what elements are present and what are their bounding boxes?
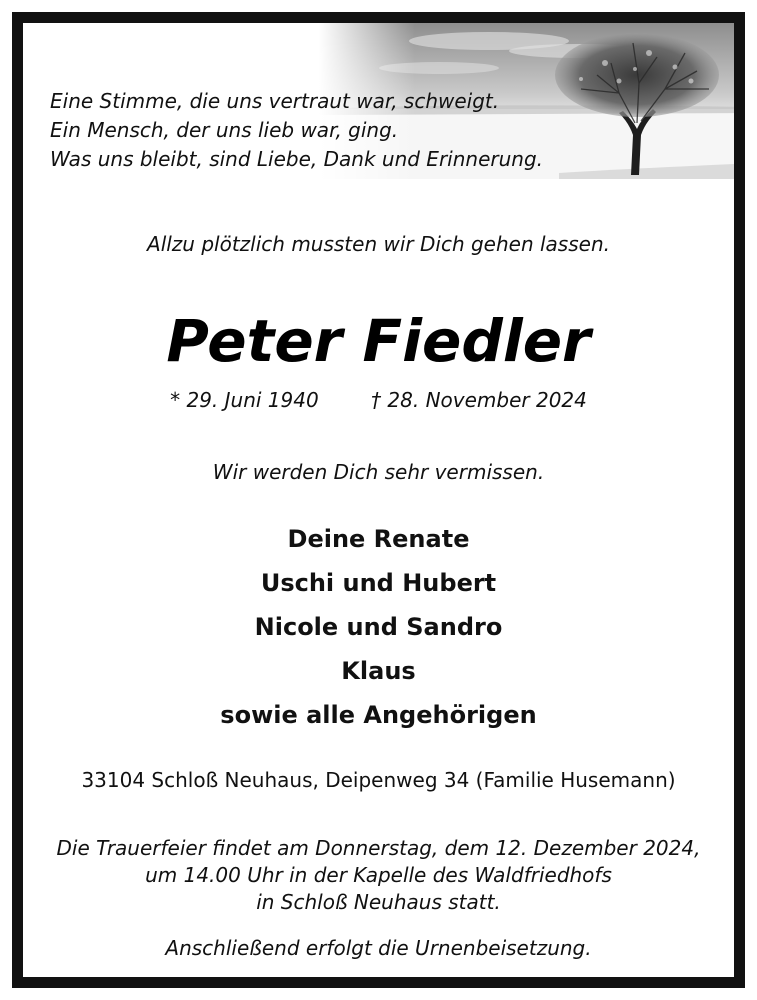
intro-text: Allzu plötzlich mussten wir Dich gehen lassen. [147,232,610,256]
family-member: Nicole und Sandro [254,613,503,641]
family-member: sowie alle Angehörigen [220,701,537,729]
memorial-quote [50,87,590,174]
death-date: † 28. November 2024 [371,388,587,412]
quote-line: Eine Stimme, die uns vertraut war, schweigt. [50,89,500,113]
quote-line: Ein Mensch, der uns lieb war, ging. [50,118,399,142]
funeral-line: in Schloß Neuhaus statt. [256,890,501,914]
funeral-line: Die Trauerfeier findet am Donnerstag, dem 12. Dezember 2024, [56,836,701,860]
family-member: Klaus [341,657,416,685]
funeral-details [23,835,734,916]
farewell-message: Wir werden Dich sehr vermissen. [212,460,545,484]
family-address: 33104 Schloß Neuhaus, Deipenweg 34 (Familie Husemann) [81,768,676,792]
deceased-name: Peter Fiedler [166,307,591,375]
life-dates [23,387,734,413]
burial-note: Anschließend erfolgt die Urnenbeisetzung. [165,936,592,960]
quote-line: Was uns bleibt, sind Liebe, Dank und Erinnerung. [50,147,544,171]
obituary-frame [12,12,745,988]
funeral-line: um 14.00 Uhr in der Kapelle des Waldfriedhofs [145,863,612,887]
family-member: Uschi und Hubert [260,569,497,597]
family-list [23,517,734,737]
family-member: Deine Renate [287,525,470,553]
birth-date: * 29. Juni 1940 [170,388,319,412]
